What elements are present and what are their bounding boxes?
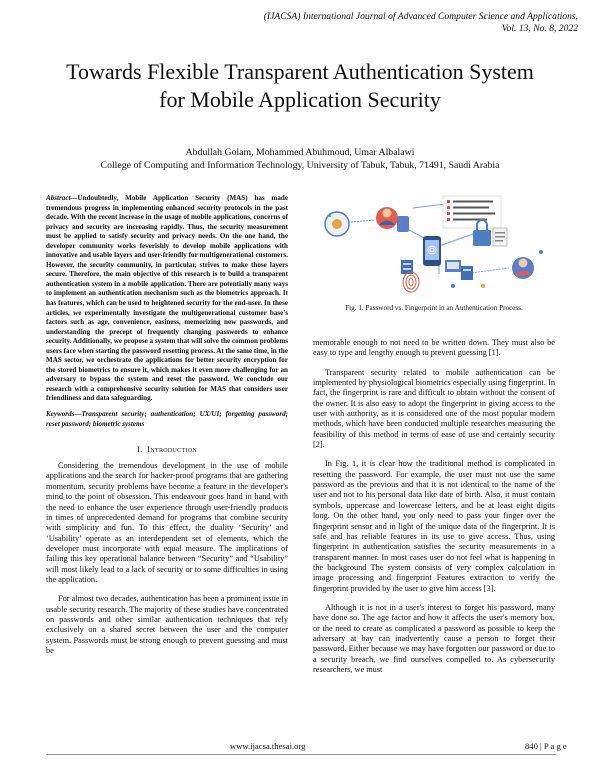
author-affiliation: College of Computing and Information Technology, University of Tabuk, Tabuk, 71491, Saudi Arabia: [100, 160, 500, 171]
page-number: 840 | P a g e: [525, 741, 567, 751]
author-block: [20, 146, 580, 172]
paper-title: [20, 58, 580, 114]
user-avatar-icon: [376, 207, 409, 232]
section-heading-introduction: [46, 445, 288, 454]
paragraph: Transparent security related to mobile authentication can be implemented by physiological biometrics especially using fingerprint. In fact, the fingerprint is rare and difficult to obtain without the consent of the owner. It is also easy to adopt the fingerprint in giving access to the user with authority, as it is considered one of the most popular modern methods, which have been conducted multiple researches measuring the feasibility of this method in terms of ease of use and certainly security [2].: [313, 367, 555, 450]
paragraph: For almost two decades, authentication has been a prominent issue in usable security research. The majority of these studies have concentrated on passwords and other similar authentication techniques that rely exclusively on a shared secret between the user and the computer system. Passwords must be strong enough to prevent guessing and must be: [46, 594, 288, 655]
paper-title-line1: Towards Flexible Transparent Authentication System: [66, 59, 534, 84]
footer-divider: [46, 754, 556, 755]
abstract: [46, 194, 288, 404]
journal-header: [158, 11, 578, 35]
section-title: Introduction: [147, 445, 197, 455]
journal-name: (IJACSA) International Journal of Advanced Computer Science and Applications,: [263, 11, 578, 22]
section-number: I.: [136, 445, 143, 455]
keywords-text: Transparent security; authentication; UX/UI; forgetting password; reset password; biometric systems: [46, 410, 288, 428]
abstract-label: Abstract—: [46, 194, 78, 202]
phone-fingerprint-icon: [423, 236, 441, 266]
paragraph: memorable enough to not need to be written down. They must also be easy to type and lengthy enough to prevent guessing [1].: [313, 338, 555, 358]
footer-url: www.ijacsa.thesai.org: [230, 741, 306, 751]
paragraph: Although it is not in a user's interest to forget his password, many have done so. The age factor and how it affects the user's memory box, or the need to create as complicated a password as possible to keep the adversary at bay can inadvertently cause a person to forget their password. Either because we may have forgotten our password or due to a security breach, we find ourselves compelled to. As cybersecurity researchers, we must: [313, 602, 555, 674]
right-column: [313, 194, 555, 684]
paragraph: Considering the tremendous development in the use of mobile applications and the search for hacker-proof programs that are gathering momentum, security problems have become a feature in the developer's mind to the point of obsession. This endeavour goes hand in hand with the need to enhance the user experience through user-friendly products in times of unprecedented demand for programs that combine security with simplicity and fun. To this effect, the duality ‘Security’ and ‘Usability’ operate as an interdependent set of elements, which the developer must incorporate with equal measure. The implications of failing this key operational balance between “Security” and “Usability” will most likely lead to a lack of security or to some difficulties in using the application.: [46, 461, 288, 584]
refresh-icon: [325, 212, 349, 236]
figure-1-illustration: [313, 194, 555, 298]
password-rules-card: [443, 196, 501, 228]
figure-caption: Fig. 1. Password vs. Fingerprint in an Authentication Process.: [345, 304, 523, 312]
abstract-text: Undoubtedly, Mobile Application Security (MAS) has made tremendous progress in implementing enhanced security protocols in the past decade. With the recent increase in the usage of mobile applications, concerns of privacy and security are increasing rapidly. Thus, the security measurement must be applied to satisfy security and privacy needs. On the one hand, the developer community works feverishly to develop mobile applications with innovative and usable layers and user-friendly for multigenerational customers. However, the security community, in particular, strives to make those layers secure. Therefore, the main objective of this research is to build a transparent authentication system in a mobile application. There are potentially many ways to implement an authentication mechanism such as the biometrics approach. It has features, which can be used to heightened security for the end-user. In these articles, we experimentally investigate the multigenerational customer base's factors such as age, convenience, easiness, memorizing new passwords, and understanding the precept of frequently changing passwords to enhance security. Additionally, we propose a system that will solve the common problems users face when starting the password resetting process. At the same time, in the MAS sector, we orchestrate the applications for better security encryption for the stored biometrics to ensure it, which makes it even more challenging for an adversary to bypass the system and reset the password. We conclude our research with a comprehensive security solution for MAS that considers user friendliness and data safeguarding.: [46, 194, 288, 403]
journal-volume: Vol. 13, No. 8, 2022: [501, 23, 578, 34]
paper-title-line2: for Mobile Application Security: [159, 87, 441, 112]
user-avatar-icon: [512, 257, 534, 279]
author-names: Abdullah Golam, Mohammed Abuhmoud, Umar Albalawi: [185, 147, 415, 158]
figure-1: [313, 194, 555, 298]
fingerprint-icon: [403, 272, 419, 292]
paragraph: In Fig. 1, it is clear how the traditional method is complicated in resetting the password. For example, the user must not use the same password as the previous and that it is not identical to the name of the user and not to his personal data like date of birth. Also, it must contain symbols, uppercase and lowercase letters, and be at least eight digits long. On the other hand, you only need to pass your finger over the fingerprint sensor and in light of the unique data of the fingerprint. It is safe and has reliable features in its use to give access. Thus, using fingerprint in authentication satisfies the security measurements in a transparent manner. In most cases user do not feel what is happening in the background The system consists of very complex calculation in image processing and fingerprint Features extraction to verify the fingerprint provided by the user to give him access [3].: [313, 459, 555, 593]
keywords: [46, 410, 288, 429]
left-column: [46, 194, 288, 665]
keywords-label: Keywords—: [46, 410, 82, 419]
